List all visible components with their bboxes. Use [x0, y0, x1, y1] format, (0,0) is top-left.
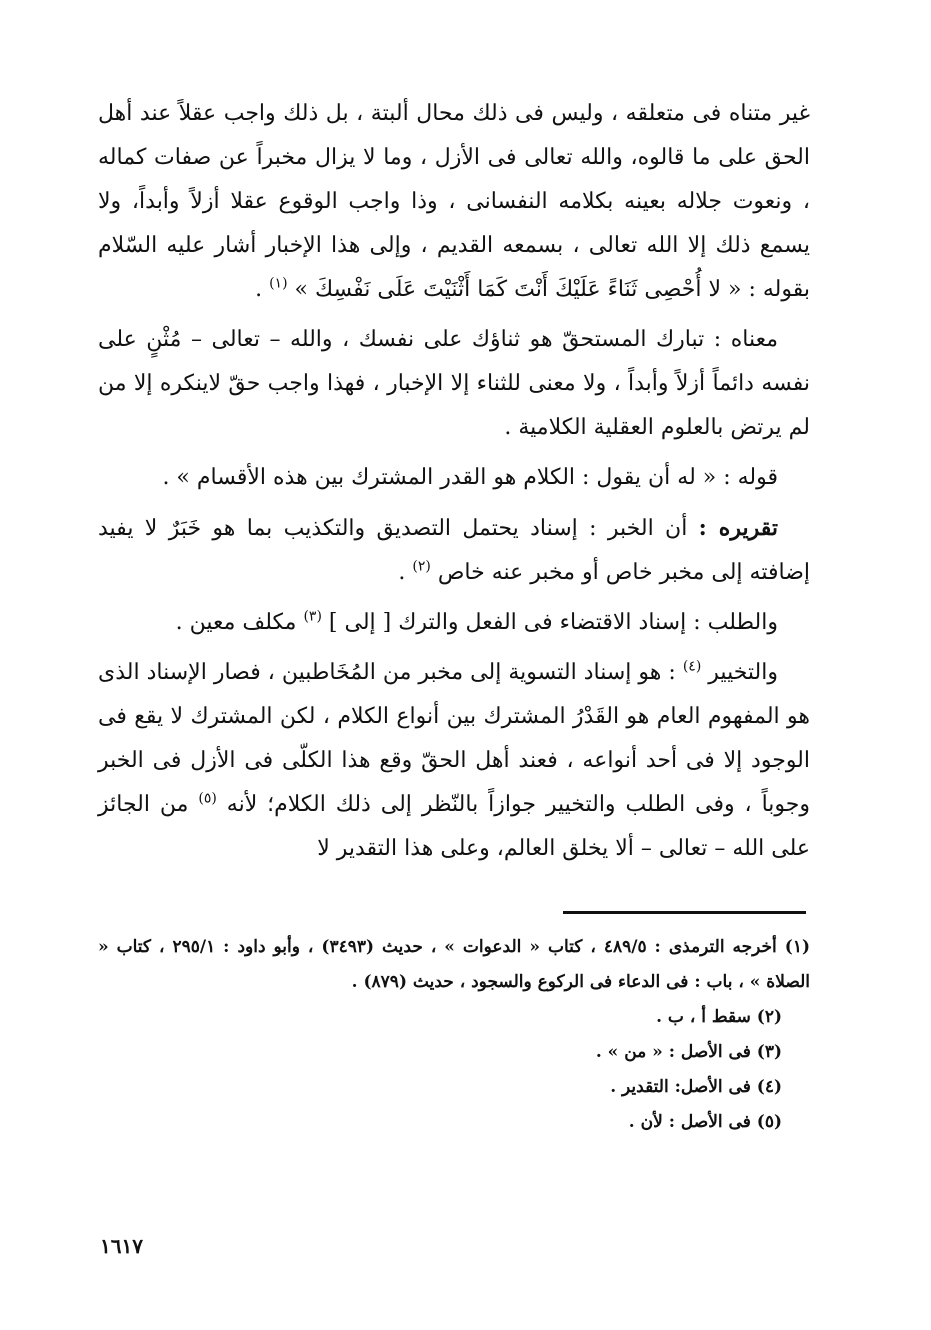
- footnote-3: (٣) فى الأصل : « من » .: [595, 1042, 782, 1062]
- paragraph-1: [98, 92, 810, 312]
- paragraph-1-text: غير متناه فى متعلقه ، وليس فى ذلك محال ألبتة ، بل ذلك واجب عقلاً عند أهل الحق على ما قالوه، والله تعالى فى الأزل ، وما لا يزال مخبراً عن صفات كماله ، ونعوت جلاله بعينه بكلامه النفسانى ، وذا واجب الوقوع عقلا أزلاً وأبداً، ولا يسمع ذلك إلا الله تعالى ، بسمعه القديم ، وإلى هذا الإخبار أشار عليه السّلام بقوله : « لا أُحْصِى ثَنَاءً عَلَيْكَ أَنْتَ كَمَا أَثْنَيْتَ عَلَى نَفْسِكَ »: [98, 101, 810, 302]
- paragraph-5-text-b: مكلف معين .: [175, 610, 297, 635]
- paragraph-6: [98, 651, 810, 871]
- footnote-ref-3: (٣): [303, 608, 322, 625]
- paragraph-5-text-a: والطلب : إسناد الاقتضاء فى الفعل والترك [ إلى ]: [328, 610, 778, 635]
- footnote-ref-5: (٥): [198, 790, 217, 807]
- paragraph-5: [98, 601, 810, 645]
- footnote-ref-4: (٤): [682, 658, 702, 675]
- main-text-block: [98, 92, 810, 871]
- paragraph-2-text: معناه : تبارك المستحقّ هو ثناؤك على نفسك ، والله – تعالى – مُثْنٍ على نفسه دائماً أزلاً وأبداً ، ولا معنى للثناء إلا الإخبار ، فهذا واجب حقّ لاينكره إلا من لم يرتض بالعلوم العقلية الكلامية .: [98, 327, 810, 440]
- paragraph-6-text-c: من الجائز على الله – تعالى – ألا يخلق العالم، وعلى هذا التقدير لا: [98, 792, 810, 861]
- paragraph-3: [98, 456, 810, 500]
- footnote-4: (٤) فى الأصل: التقدير .: [610, 1077, 782, 1097]
- paragraph-6-text-a: والتخيير: [708, 660, 778, 685]
- paragraph-4-end: .: [398, 560, 406, 585]
- footnote-separator: [563, 911, 806, 914]
- paragraph-3-text: قوله : « له أن يقول : الكلام هو القدر المشترك بين هذه الأقسام » .: [162, 465, 778, 490]
- footnote-5: (٥) فى الأصل : لأن .: [628, 1112, 782, 1132]
- paragraph-2: [98, 318, 810, 450]
- footnote-2: (٢) سقط أ ، ب .: [656, 1007, 782, 1027]
- paragraph-4: [98, 506, 810, 595]
- footnote-ref-1: (١): [269, 275, 288, 292]
- paragraph-4-label: تقريره :: [698, 515, 778, 541]
- footnote-1: (١) أخرجه الترمذى : ٤٨٩/٥ ، كتاب « الدعوات » ، حديث (٣٤٩٣) ، وأبو داود : ٢٩٥/١ ، كتاب « الصلاة » ، باب : فى الدعاء فى الركوع والسجود ، حديث (٨٧٩) .: [98, 937, 810, 992]
- footnotes-list: [98, 930, 810, 1140]
- page-number: ١٦١٧: [100, 1234, 143, 1258]
- paragraph-4-text: أن الخبر : إسناد يحتمل التصديق والتكذيب بما هو خَبَرٌ لا يفيد إضافته إلى مخبر خاص أو مخبر عنه خاص: [98, 516, 810, 585]
- paragraph-1-end: .: [255, 277, 263, 302]
- paragraph-6-text-b: : هو إسناد التسوية إلى مخبر من المُخَاطبين ، فصار الإسناد الذى هو المفهوم العام هو القَدْرُ المشترك بين أنواع الكلام ، لكن المشترك لا يقع فى الوجود إلا فى أحد أنواعه ، فعند أهل الحقّ وقع هذا الكلّى فى الأزل فى الخبر وجوباً ، وفى الطلب والتخيير جوازاً بالنّظر إلى ذلك الكلام؛ لأنه: [98, 660, 810, 817]
- footnote-ref-2: (٢): [412, 558, 431, 575]
